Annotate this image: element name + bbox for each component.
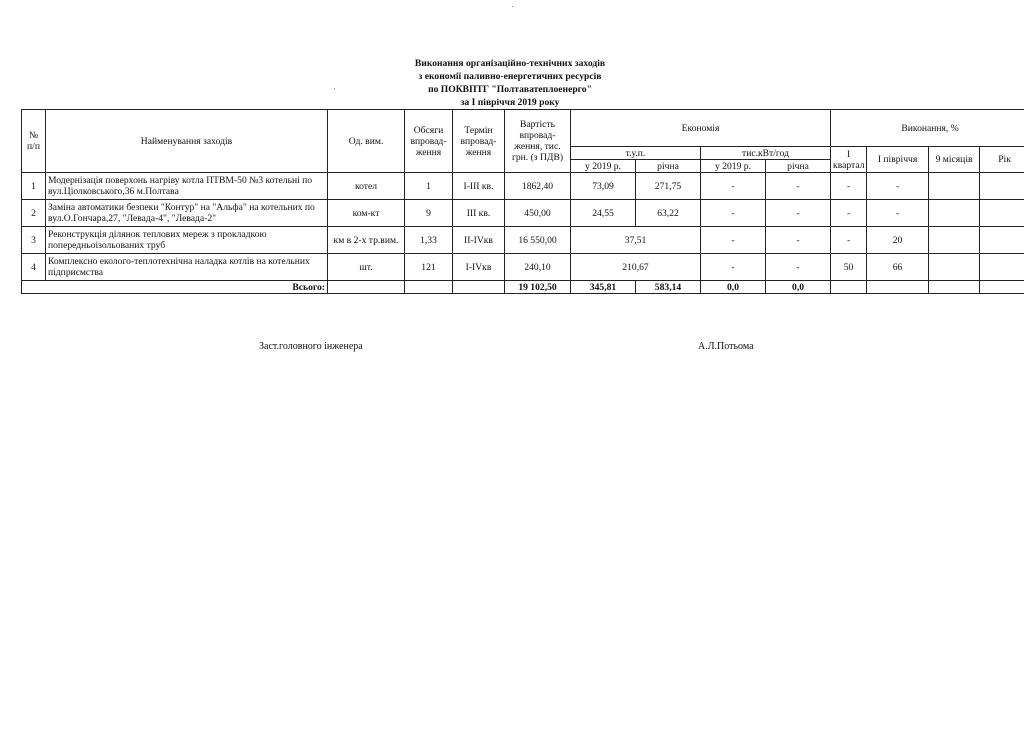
cell-h1: 20 — [867, 227, 929, 254]
cell-9-months — [929, 200, 980, 227]
cell-term: І-ІVкв — [453, 254, 505, 281]
cell-9-months — [929, 254, 980, 281]
cell-tup-annual: 63,22 — [636, 200, 701, 227]
cell-name: Модернізація поверхонь нагріву котла ПТВМ-50 №3 котельні по вул.Ціолковського,36 м.Полтава — [46, 173, 328, 200]
scan-speck — [512, 6, 513, 7]
total-cost: 19 102,50 — [505, 281, 571, 294]
cell-volume: 1,33 — [405, 227, 453, 254]
total-empty — [867, 281, 929, 294]
total-empty — [328, 281, 405, 294]
total-empty — [405, 281, 453, 294]
header-tup: т.у.п. — [571, 147, 701, 160]
table-row — [22, 200, 1024, 227]
header-economy: Економія — [571, 110, 831, 147]
cell-cost: 450,00 — [505, 200, 571, 227]
signature-name: А.Л.Потьома — [698, 341, 754, 352]
cell-q1: - — [831, 227, 867, 254]
cell-volume: 9 — [405, 200, 453, 227]
total-tup-2019: 345,81 — [571, 281, 636, 294]
total-empty — [453, 281, 505, 294]
cell-name: Заміна автоматики безпеки "Контур" на "Альфа" на котельних по вул.О.Гончара,27, "Левада-4", "Левада-2" — [46, 200, 328, 227]
table-row — [22, 227, 1024, 254]
measures-table — [21, 109, 1024, 294]
title-line-4: за І півріччя 2019 року — [460, 97, 560, 108]
cell-kwh-annual: - — [766, 254, 831, 281]
total-kwh-annual: 0,0 — [766, 281, 831, 294]
cell-cost: 16 550,00 — [505, 227, 571, 254]
cell-year — [980, 200, 1024, 227]
total-row — [22, 281, 1024, 294]
cell-cost: 1862,40 — [505, 173, 571, 200]
table-row — [22, 173, 1024, 200]
cell-kwh-annual: - — [766, 200, 831, 227]
header-term: Термін впровад-ження — [453, 110, 505, 173]
cell-tup-merged: 37,51 — [571, 227, 701, 254]
cell-term: ІІ-ІVкв — [453, 227, 505, 254]
header-year: Рік — [980, 147, 1024, 173]
cell-tup-annual: 271,75 — [636, 173, 701, 200]
cell-h1: - — [867, 173, 929, 200]
total-empty — [980, 281, 1024, 294]
total-empty — [831, 281, 867, 294]
cell-q1: - — [831, 173, 867, 200]
cell-year — [980, 173, 1024, 200]
cell-kwh-annual: - — [766, 227, 831, 254]
cell-term: І-ІІІ кв. — [453, 173, 505, 200]
table-row — [22, 254, 1024, 281]
cell-year — [980, 254, 1024, 281]
header-row-1 — [22, 110, 1024, 147]
signature-position: Заст.головного інженера — [259, 341, 363, 352]
cell-num: 2 — [22, 200, 46, 227]
total-tup-annual: 583,14 — [636, 281, 701, 294]
total-kwh-2019: 0,0 — [701, 281, 766, 294]
cell-num: 1 — [22, 173, 46, 200]
header-q1: І квартал — [831, 147, 867, 173]
cell-q1: 50 — [831, 254, 867, 281]
header-num: № п/п — [22, 110, 46, 173]
title-line-3: по ПОКВПТГ "Полтаватеплоенерго" — [428, 84, 592, 95]
cell-volume: 121 — [405, 254, 453, 281]
total-empty — [929, 281, 980, 294]
cell-q1: - — [831, 200, 867, 227]
cell-num: 4 — [22, 254, 46, 281]
cell-tup-2019: 24,55 — [571, 200, 636, 227]
header-execution: Виконання, % — [831, 110, 1024, 147]
cell-unit: ком-кт — [328, 200, 405, 227]
header-h1: І півріччя — [867, 147, 929, 173]
cell-name: Реконструкція ділянок теплових мереж з прокладкою попередньоізольованих труб — [46, 227, 328, 254]
cell-year — [980, 227, 1024, 254]
cell-unit: км в 2-х тр.вим. — [328, 227, 405, 254]
title-line-1: Виконання організаційно-технічних заходів — [414, 58, 606, 69]
total-label: Всього: — [22, 281, 328, 294]
cell-h1: 66 — [867, 254, 929, 281]
cell-unit: шт. — [328, 254, 405, 281]
header-kwh: тис.кВт/год — [701, 147, 831, 160]
document-title — [300, 57, 720, 109]
title-line-2: з економії паливно-енергетичних ресурсів — [418, 71, 602, 82]
header-tup-2019: у 2019 р. — [571, 160, 636, 173]
cell-kwh-2019: - — [701, 200, 766, 227]
cell-unit: котел — [328, 173, 405, 200]
header-unit: Од. вим. — [328, 110, 405, 173]
header-cost: Вартість впровад-ження, тис. грн. (з ПДВ) — [505, 110, 571, 173]
header-tup-annual: річна — [636, 160, 701, 173]
header-kwh-2019: у 2019 р. — [701, 160, 766, 173]
cell-9-months — [929, 227, 980, 254]
cell-h1: - — [867, 200, 929, 227]
cell-9-months — [929, 173, 980, 200]
cell-volume: 1 — [405, 173, 453, 200]
header-name: Найменування заходів — [46, 110, 328, 173]
cell-name: Комплексно еколого-теплотехнічна наладка котлів на котельних підприємства — [46, 254, 328, 281]
header-kwh-annual: річна — [766, 160, 831, 173]
cell-tup-2019: 73,09 — [571, 173, 636, 200]
cell-num: 3 — [22, 227, 46, 254]
cell-tup-merged: 210,67 — [571, 254, 701, 281]
cell-kwh-2019: - — [701, 227, 766, 254]
cell-kwh-2019: - — [701, 254, 766, 281]
header-volume: Обсяги впровад-ження — [405, 110, 453, 173]
cell-kwh-annual: - — [766, 173, 831, 200]
cell-cost: 240,10 — [505, 254, 571, 281]
cell-term: ІІІ кв. — [453, 200, 505, 227]
cell-kwh-2019: - — [701, 173, 766, 200]
header-9-months: 9 місяців — [929, 147, 980, 173]
